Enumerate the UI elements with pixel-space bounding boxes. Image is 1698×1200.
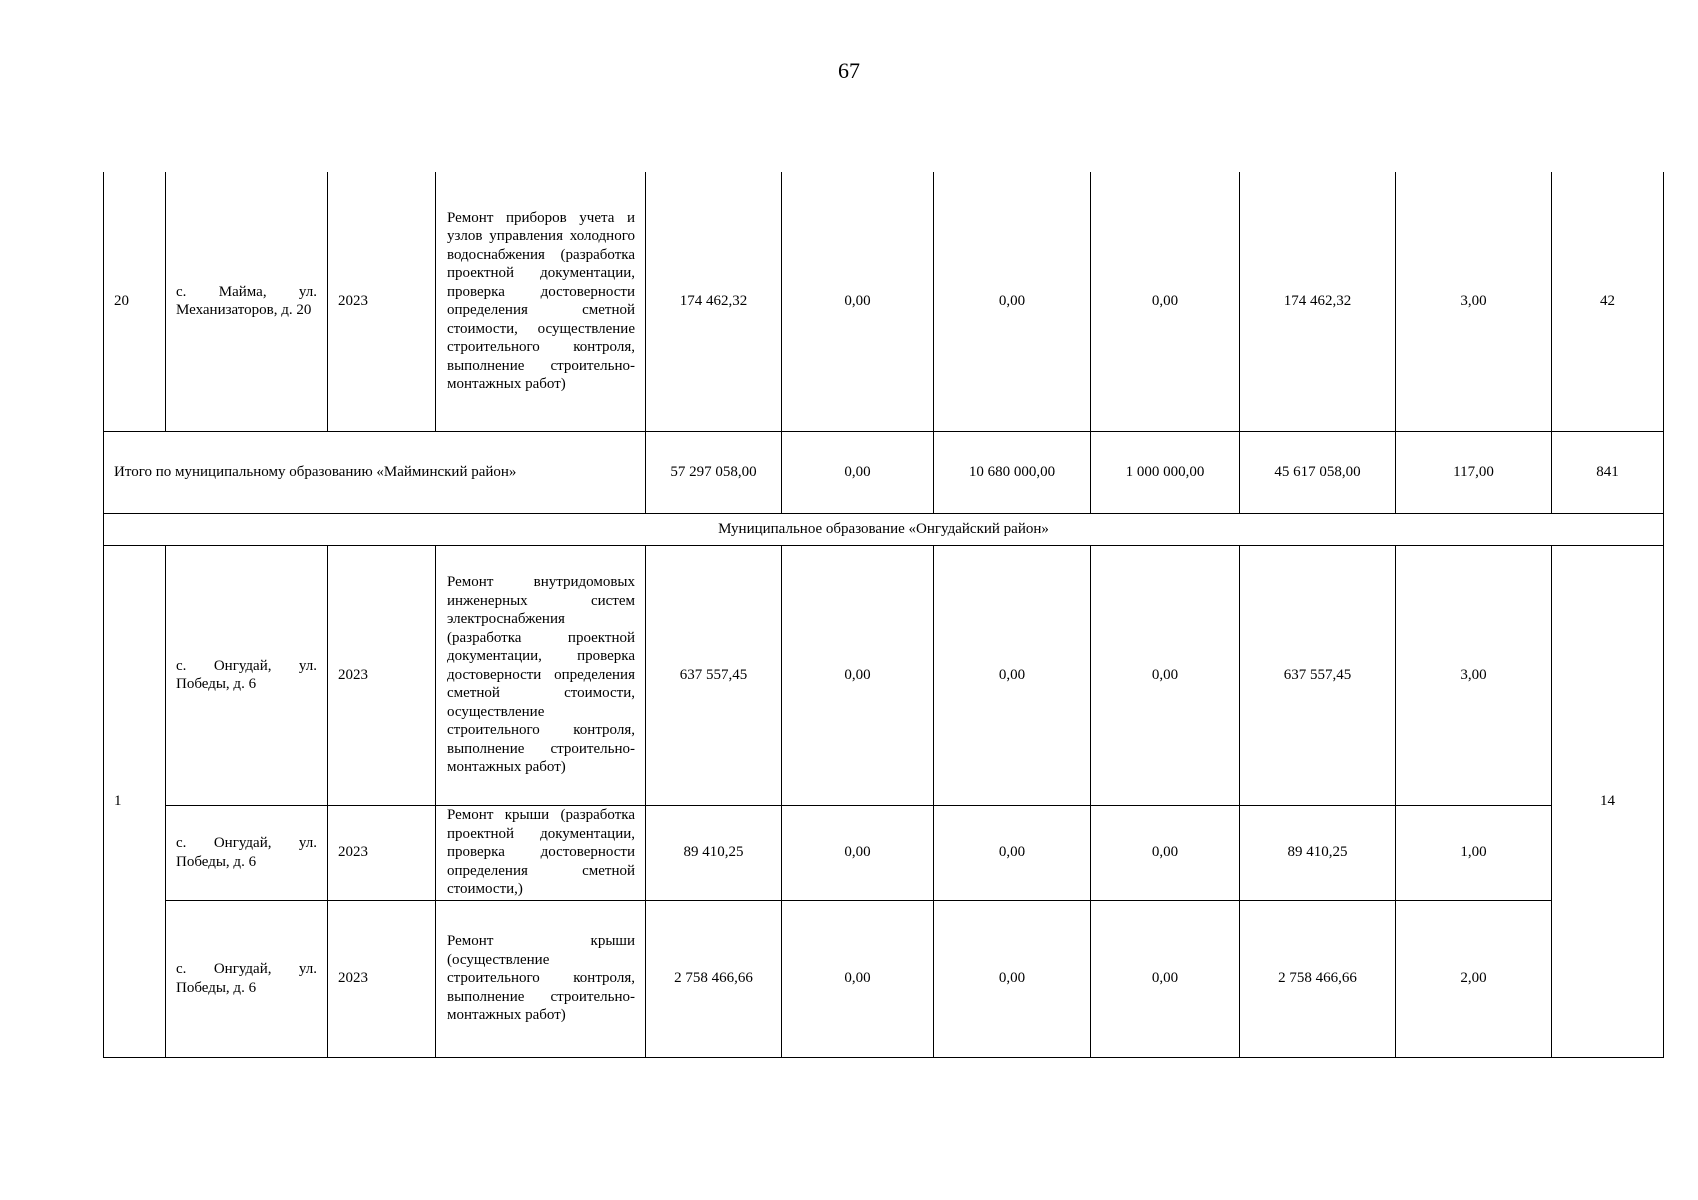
capital-repair-table: [103, 172, 1664, 1058]
cost-cell: 0,00: [1091, 900, 1240, 1057]
table-row: [104, 172, 1664, 431]
value-cell: 117,00: [1396, 431, 1552, 513]
work-type-cell: Ремонт приборов учета и узлов управления холодного водоснабжения (разработка проектной документации, проверка достоверности определения сметной стоимости, осуществление строительного контроля, выполнение строительно-монтажных работ): [436, 172, 646, 431]
address-cell: с. Онгудай, ул. Победы, д. 6: [166, 545, 328, 805]
address-cell: с. Майма, ул. Механизаторов, д. 20: [166, 172, 328, 431]
cost-cell: 1 000 000,00: [1091, 431, 1240, 513]
cost-cell: 0,00: [1091, 172, 1240, 431]
table-row: [104, 900, 1664, 1057]
cost-cell: 0,00: [934, 172, 1091, 431]
total-cost-cell: 57 297 058,00: [646, 431, 782, 513]
row-number: 1: [104, 545, 166, 1057]
address-cell: с. Онгудай, ул. Победы, д. 6: [166, 805, 328, 900]
year-cell: 2023: [328, 172, 436, 431]
year-cell: 2023: [328, 900, 436, 1057]
value-cell: 3,00: [1396, 545, 1552, 805]
row-number: 20: [104, 172, 166, 431]
cost-cell: 0,00: [934, 805, 1091, 900]
value-cell: 2,00: [1396, 900, 1552, 1057]
work-type-cell: Ремонт внутридомовых инженерных систем электроснабжения (разработка проектной документации, проверка достоверности определения сметной стоимости, осуществление строительного контроля, выполнение строительно-монтажных работ): [436, 545, 646, 805]
table-row: [104, 545, 1664, 805]
cost-cell: 0,00: [782, 545, 934, 805]
value-cell: 1,00: [1396, 805, 1552, 900]
total-cost-cell: 637 557,45: [646, 545, 782, 805]
year-cell: 2023: [328, 805, 436, 900]
page-number: 67: [838, 58, 860, 83]
total-cost-cell: 89 410,25: [646, 805, 782, 900]
section-title: Муниципальное образование «Онгудайский район»: [104, 513, 1664, 545]
cost-cell: 0,00: [934, 900, 1091, 1057]
cost-cell: 637 557,45: [1240, 545, 1396, 805]
cost-cell: 174 462,32: [1240, 172, 1396, 431]
cost-cell: 0,00: [934, 545, 1091, 805]
total-row: [104, 431, 1664, 513]
work-type-cell: Ремонт крыши (осуществление строительного контроля, выполнение строительно-монтажных работ): [436, 900, 646, 1057]
year-cell: 2023: [328, 545, 436, 805]
address-cell: с. Онгудай, ул. Победы, д. 6: [166, 900, 328, 1057]
cost-cell: 0,00: [782, 431, 934, 513]
cost-cell: 0,00: [782, 805, 934, 900]
cost-cell: 45 617 058,00: [1240, 431, 1396, 513]
value-cell: 3,00: [1396, 172, 1552, 431]
value-cell: 14: [1552, 545, 1664, 1057]
total-label: Итого по муниципальному образованию «Майминский район»: [104, 431, 646, 513]
cost-cell: 0,00: [1091, 545, 1240, 805]
work-type-cell: Ремонт крыши (разработка проектной документации, проверка достоверности определения сметной стоимости,): [436, 805, 646, 900]
table-row: [104, 805, 1664, 900]
cost-cell: 10 680 000,00: [934, 431, 1091, 513]
value-cell: 42: [1552, 172, 1664, 431]
cost-cell: 0,00: [1091, 805, 1240, 900]
total-cost-cell: 174 462,32: [646, 172, 782, 431]
section-row: [104, 513, 1664, 545]
value-cell: 841: [1552, 431, 1664, 513]
cost-cell: 0,00: [782, 172, 934, 431]
cost-cell: 2 758 466,66: [1240, 900, 1396, 1057]
cost-cell: 89 410,25: [1240, 805, 1396, 900]
total-cost-cell: 2 758 466,66: [646, 900, 782, 1057]
cost-cell: 0,00: [782, 900, 934, 1057]
